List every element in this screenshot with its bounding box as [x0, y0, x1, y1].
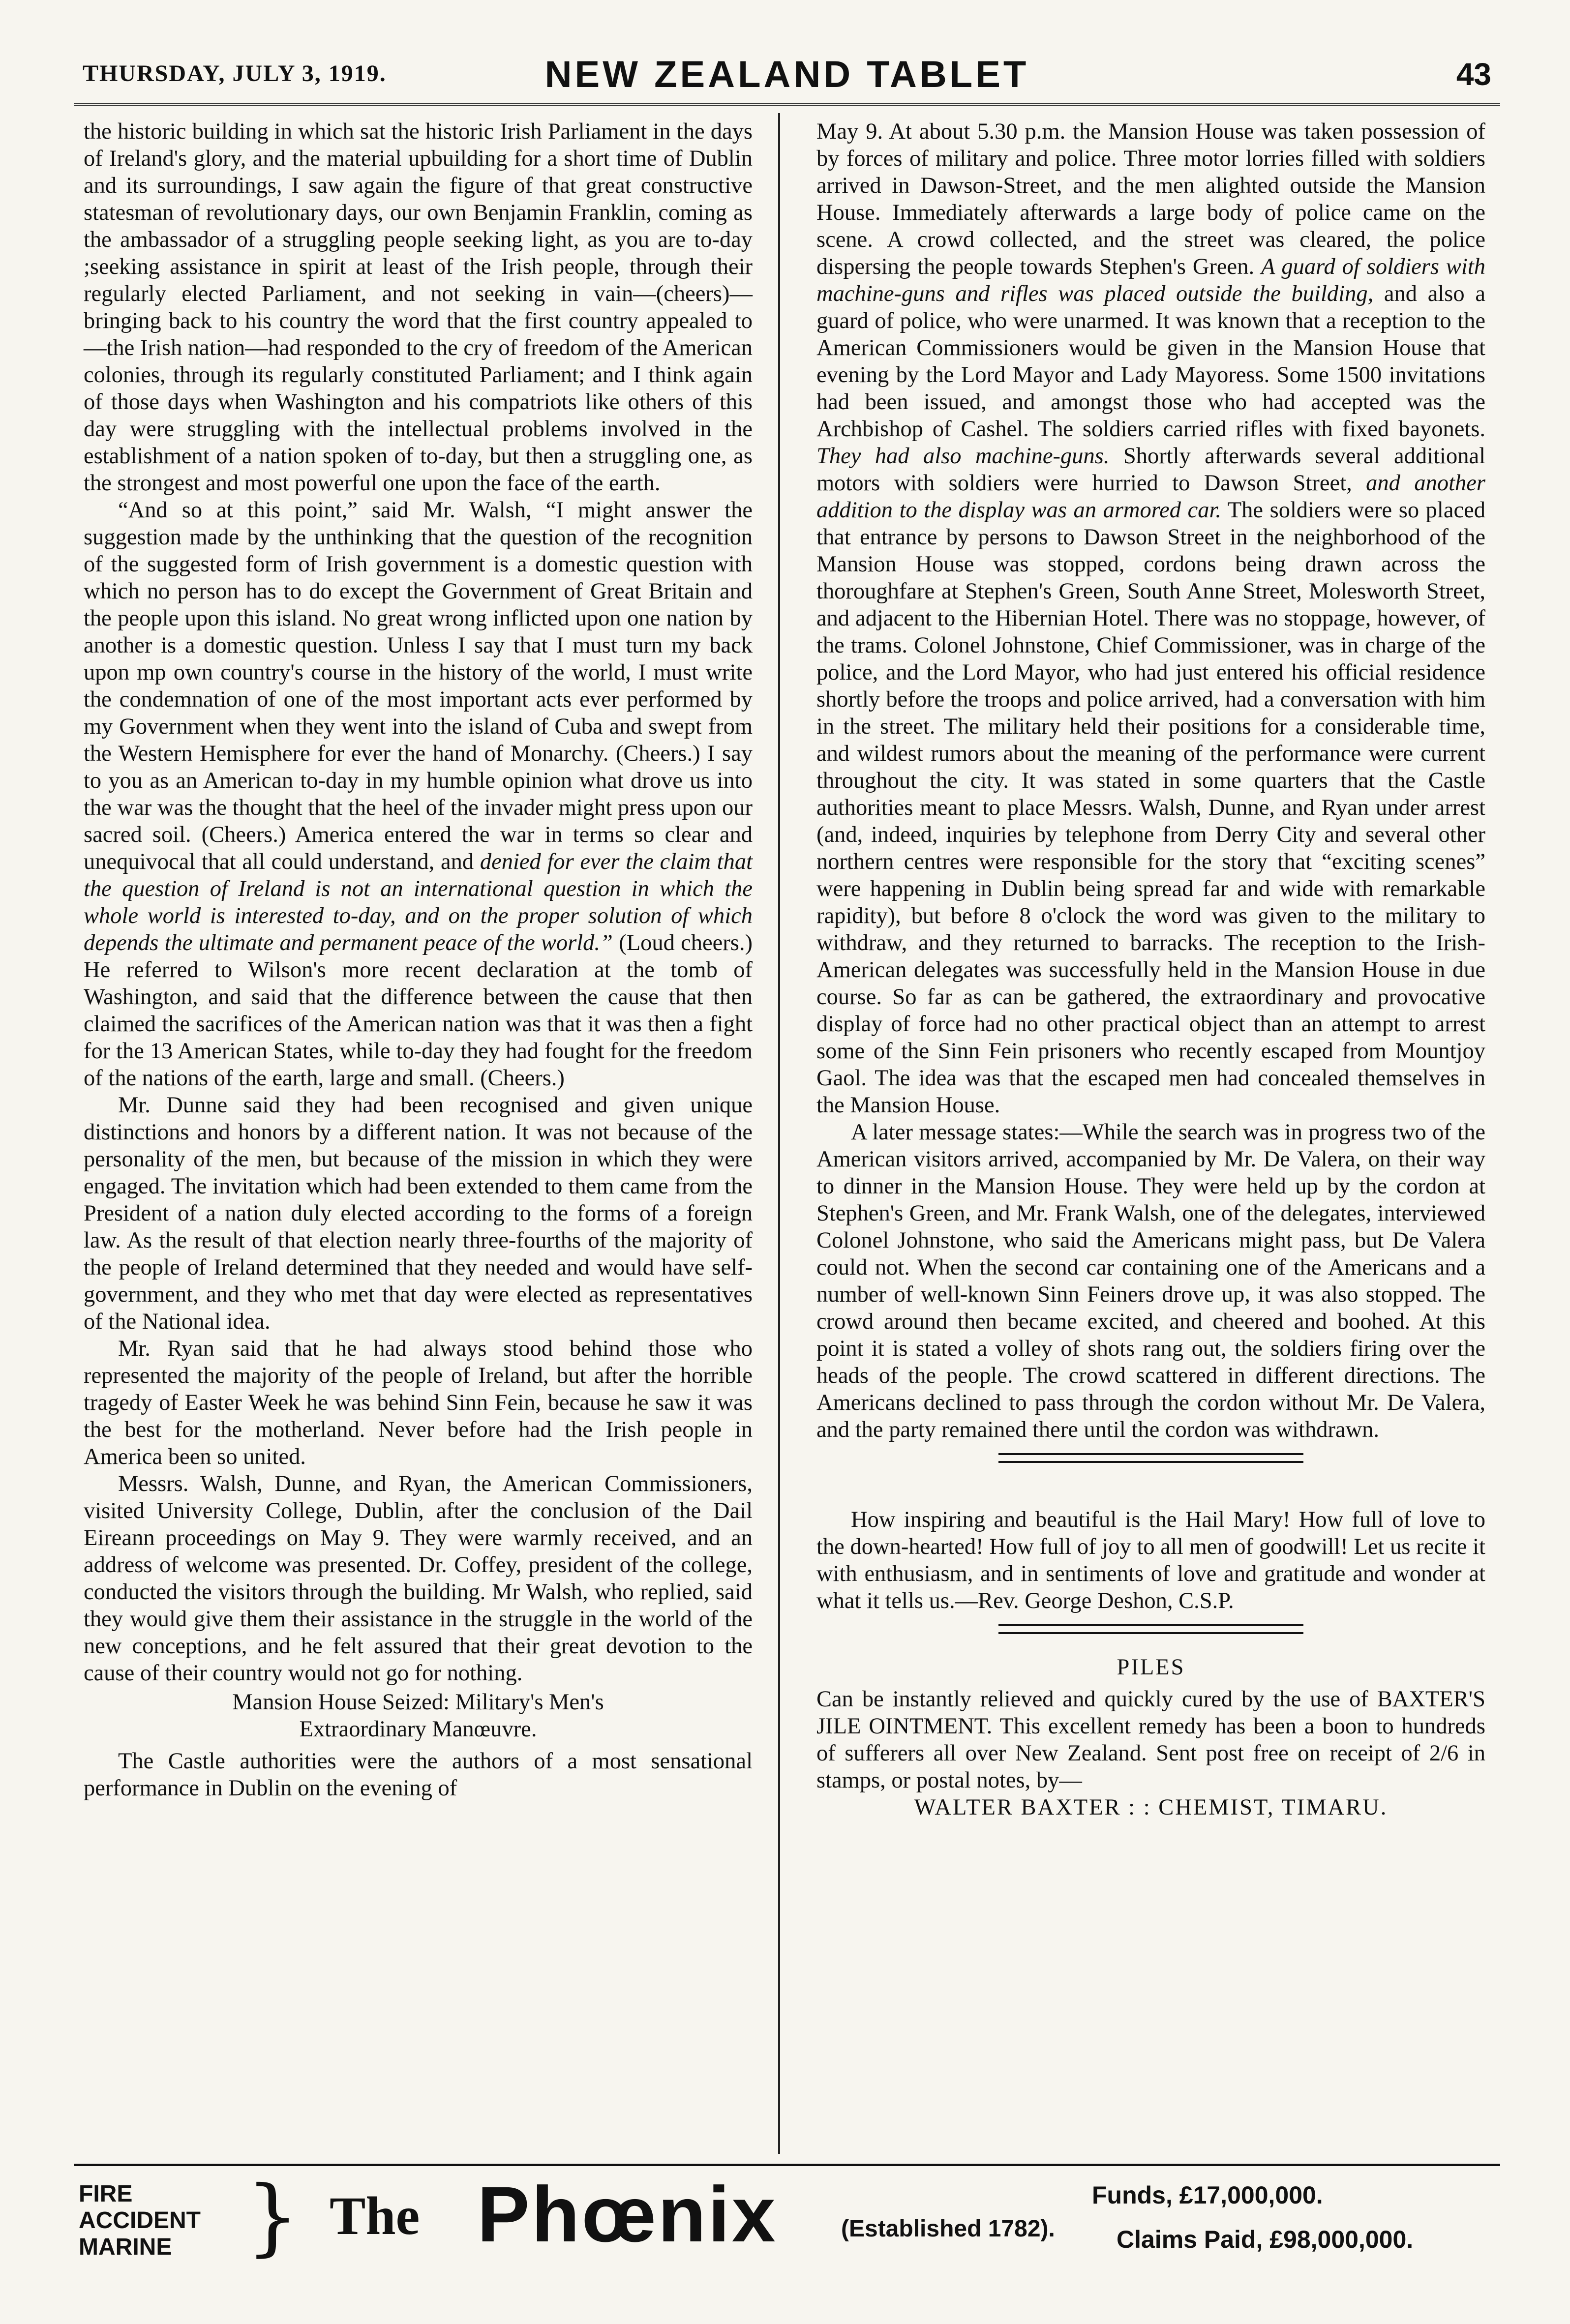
hail-mary-quote: How inspiring and beautiful is the Hail Mary! How full of love to the down-hearted! How full of joy to all men of goodwill! Let us recite it with enthusiasm, and in sentiments of love and gratitude and wonder at what it tells us.—Rev. George Deshon, C.S.P.: [816, 1507, 1485, 1613]
brace-icon: }: [246, 2168, 300, 2265]
walsh-text-end: (Loud cheers.) He referred to Wilson's more recent declaration at the tomb of Washington, and said that the difference between the cause that then claimed the sacrifices of the American nation was that it was then a fight for the 13 American States, while to-day they had fought for the freedom of the nations of the earth, large and small. (Cheers.): [84, 930, 753, 1091]
text: May 9. At about 5.30 p.m. the Mansion House was taken possession of by forces of military and police. Three motor lorries filled with soldiers arrived in Dawson-Street, and the men alighted outside the Mansion House. Immediately afterwards a large body of police came on the scene. A crowd collected, and the street was cleared, the police dispersing the people towards Stephen's Green.: [816, 119, 1485, 279]
italic-text: They had also machine-guns.: [816, 444, 1110, 469]
insurance-type: MARINE: [79, 2234, 172, 2260]
advert-signature: WALTER BAXTER : : CHEMIST, TIMARU.: [914, 1795, 1388, 1820]
text: The soldiers were so placed that entrance by persons to Dawson Street in the neighborhood of the Mansion House was stopped, cordons being drawn across the thoroughfare at Stephen's Green, South Anne Street, Molesworth Street, and adjacent to the Hibernian Hotel. There was no stoppage, however, of the trams. Colonel Johnstone, Chief Commissioner, was in charge of the police, and the Lord Mayor, who had just entered his official residence shortly before the troops and police arrived, had a conversation with him in the street. The military held their positions for a considerable time, and wildest rumors about the meaning of the performance were current throughout the city. It was stated in some quarters that the Castle authorities meant to place Messrs. Walsh, Dunne, and Ryan under arrest (and, indeed, inquiries by telephone from Derry City and several other northern centres were responsible for the story that “exciting scenes” were happening in Dublin being spread far and wide with remarkable rapidity), but before 8 o'clock the word was given to the military to withdraw, and they returned to barracks. The reception to the Irish-American delegates was successfully held in the Mansion House in due course. So far as can be gathered, the extraordinary and provocative display of force had no other practical object than an attempt to arrest some of the Sinn Fein prisoners who recently escaped from Mountjoy Gaol. The idea was that the escaped men had concealed themselves in the Mansion House.: [816, 498, 1485, 1118]
italic-text: and another addition to the display was an armored car.: [816, 471, 1485, 523]
established-note: (Established 1782).: [841, 2216, 1055, 2242]
article-paragraph-castle: The Castle authorities were the authors of a most sensational performance in Dublin on the evening of: [84, 1749, 753, 1801]
walsh-text: “And so at this point,” said Mr. Walsh, “I might answer the suggestion made by the unthinking that the question of the recognition of the suggested form of Irish government is a domestic question with which no person has to do except the Government of Great Britain and the people upon this island. No great wrong inflicted upon one nation by another is a domestic question. Unless I say that I must turn my back upon mp own country's course in the history of the world, I must write the condemnation of one of the most important acts ever performed by my Government when they went into the island of Cuba and swept from the Western Hemisphere for ever the hand of Monarchy. (Cheers.) I say to you as an American to-day in my humble opinion what drove us into the war was the thought that the heel of the invader might press upon our sacred soil. (Cheers.) America entered the war in terms so clear and unequivocal that all could understand, and: [84, 498, 753, 874]
right-column: [816, 118, 1485, 1821]
brand-article: The: [330, 2186, 420, 2246]
section-separator: [998, 1624, 1303, 1634]
column-divider: [778, 113, 780, 2154]
footer-advertisement: [74, 2164, 1500, 2284]
issue-date: THURSDAY, JULY 3, 1919.: [83, 60, 387, 87]
brand-name: Phœnix: [477, 2170, 778, 2258]
masthead-title: NEW ZEALAND TABLET: [544, 54, 1029, 95]
article-paragraph: the historic building in which sat the historic Irish Parliament in the days of Ireland's glory, and the material upbuilding for a short time of Dublin and its surroundings, I saw again the figure of that great constructive statesman of revolutionary days, our own Benjamin Franklin, coming as the ambassador of a struggling people seeking light, as you are to-day ;seeking assistance in spirit at least of the Irish people, through their regularly elected Parliament, and not seeking in vain—(cheers)—bringing back to his country the word that the first country appealed to—the Irish nation—had responded to the cry of freedom of the American colonies, through its regularly constituted Parliament; and I think again of those days when Washington and his compatriots like others of this day were struggling with the intellectual problems involved in the establishment of a nation spoken of to-day, but then a struggling one, as the strongest and most powerful one upon the face of the earth.: [84, 119, 753, 496]
walsh-italic-quote: denied for ever the claim that the question of Ireland is not an international question in which the whole world is interested to-day, and on the proper solution of which depends the ultimate and permanent peace of the world.”: [84, 849, 753, 955]
italic-text: A guard of soldiers with machine-guns and rifles was placed outside the building,: [816, 254, 1485, 306]
article-paragraph-dunne: Mr. Dunne said they had been recognised and given unique distinctions and honors by a different nation. It was not because of the personality of the men, but because of the mission in which they were engaged. The invitation which had been extended to them came from the President of a nation duly elected according to the forms of a foreign law. As the result of that election nearly three-fourths of the majority of the people of Ireland determined that they needed and would have self-government, and they who met that day were elected as representatives of the National idea.: [84, 1093, 753, 1334]
article-paragraph-ryan: Mr. Ryan said that he had always stood behind those who represented the majority of the people of Ireland, but after the horrible tragedy of Easter Week he was behind Sinn Fein, because he saw it was the best for the motherland. Never before had the Irish people in America been so united.: [84, 1336, 753, 1469]
article-paragraph-mansion-house: [816, 118, 1485, 1119]
advert-text: Can be instantly relieved and quickly cured by the use of BAXTER'S JILE OINTMENT. This excellent remedy has been a boon to hundreds of sufferers all over New Zealand. Sent post free on receipt of 2/6 in stamps, or postal notes, by—: [816, 1687, 1485, 1793]
section-separator: [998, 1453, 1303, 1463]
subheading-line: Mansion House Seized: Military's Men's: [232, 1690, 604, 1715]
newspaper-page: [74, 49, 1500, 2292]
section-subheading: [84, 1689, 753, 1743]
insurance-type: ACCIDENT: [79, 2207, 201, 2234]
left-column: [84, 118, 753, 1802]
subheading-line: Extraordinary Manœuvre.: [299, 1717, 537, 1742]
funds-amount: Funds, £17,000,000.: [1092, 2181, 1323, 2209]
advert-heading: PILES: [1117, 1655, 1185, 1680]
insurance-types: [79, 2181, 201, 2261]
page-header: [74, 49, 1500, 106]
article-paragraph-walsh: [84, 497, 753, 1092]
claims-amount: Claims Paid, £98,000,000.: [1117, 2226, 1414, 2253]
page-number: 43: [1456, 57, 1491, 92]
text: and also a guard of police, who were unarmed. It was known that a reception to the American Commissioners would be given in the Mansion House that evening by the Lord Mayor and Lady Mayoress. Some 1500 invitations had been issued, and amongst those who had accepted was the Archbishop of Cashel. The soldiers carried rifles with fixed bayonets.: [816, 281, 1485, 442]
article-paragraph-later-message: A later message states:—While the search was in progress two of the American visitors arrived, accompanied by Mr. De Valera, on their way to dinner in the Mansion House. They were held up by the cordon at Stephen's Green, and Mr. Frank Walsh, one of the delegates, interviewed Colonel Johnstone, who said the Americans might pass, but De Valera could not. When the second car containing one of the Americans and a number of well-known Sinn Feiners drove up, it was also stopped. The crowd around then became excited, and cheered and boohed. At this point it is stated a volley of shots rang out, the soldiers firing over the heads of the people. The crowd scattered in different directions. The Americans declined to pass through the cordon without Mr. De Valera, and the party remained there until the cordon was withdrawn.: [816, 1120, 1485, 1442]
insurance-type: FIRE: [79, 2181, 133, 2207]
article-paragraph-university: Messrs. Walsh, Dunne, and Ryan, the American Commissioners, visited University College, Dublin, after the conclusion of the Dail Eireann proceedings on May 9. They were warmly received, and an address of welcome was presented. Dr. Coffey, president of the college, conducted the visitors through the building. Mr Walsh, who replied, said they would give them their assistance in the struggle in the world of the new conceptions, and he felt assured that their great devotion to the cause of their country would not go for nothing.: [84, 1471, 753, 1686]
text: Shortly afterwards several additional motors with soldiers were hurried to Dawson Street,: [816, 444, 1486, 496]
